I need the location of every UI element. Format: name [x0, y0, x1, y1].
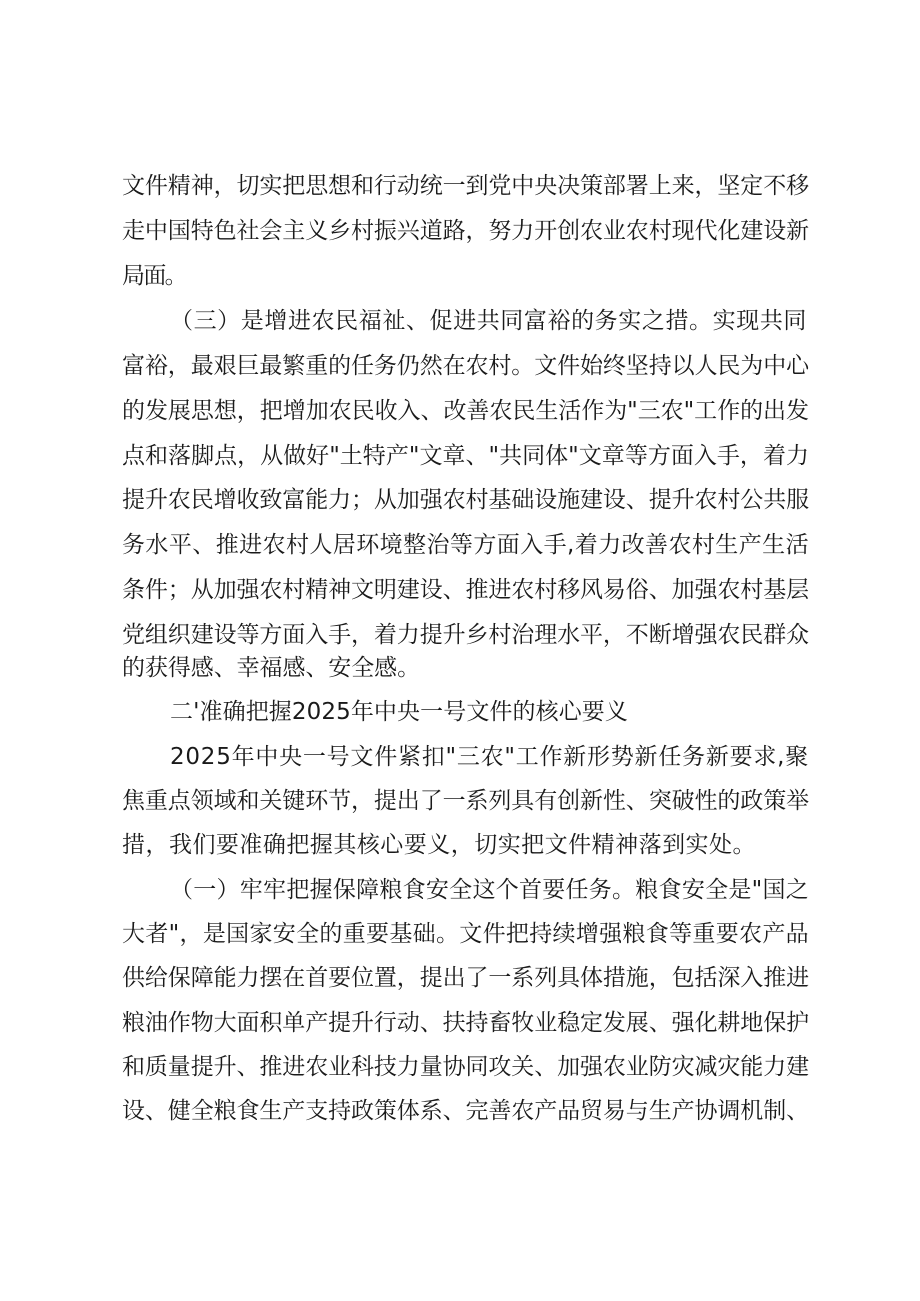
text-line: 党组织建设等方面入手，着力提升乡村治理水平，不断增强农民群众 — [122, 622, 809, 648]
text-line: 提升农民增收致富能力；从加强农村基础设施建设、提升农村公共服 — [122, 487, 809, 513]
text-line: （三）是增进农民福祉、促进共同富裕的务实之措。实现共同 — [170, 308, 807, 334]
text-line: 的发展思想，把增加农民收入、改善农民生活作为"三农"工作的出发 — [122, 398, 809, 424]
text-line: 富裕，最艰巨最繁重的任务仍然在农村。文件始终坚持以人民为中心 — [122, 353, 809, 379]
text-line: 供给保障能力摆在首要位置，提出了一系列具体措施，包括深入推进 — [122, 965, 809, 991]
section-heading: 二'准确把握2025年中央一号文件的核心要义 — [170, 699, 628, 725]
text-line: 的获得感、幸福感、安全感。 — [122, 655, 420, 681]
text-line: 点和落脚点，从做好"土特产"文章、"共同体"文章等方面入手，着力 — [122, 443, 809, 469]
text-line: 务水平、推进农村人居环境整治等方面入手,着力改善农村生产生活 — [122, 532, 809, 558]
text-line: （一）牢牢把握保障粮食安全这个首要任务。粮食安全是"国之 — [170, 877, 809, 903]
text-line: 2025年中央一号文件紧扣"三农"工作新形势新任务新要求,聚 — [170, 744, 809, 770]
text-line: 粮油作物大面积单产提升行动、扶持畜牧业稳定发展、强化耕地保护 — [122, 1010, 809, 1036]
text-line: 和质量提升、推进农业科技力量协同攻关、加强农业防灾减灾能力建 — [122, 1054, 809, 1080]
text-line: 设、健全粮食生产支持政策体系、完善农产品贸易与生产协调机制、 — [122, 1098, 809, 1124]
text-line: 焦重点领域和关键环节，提出了一系列具有创新性、突破性的政策举 — [122, 788, 809, 814]
text-line: 大者"，是国家安全的重要基础。文件把持续增强粮食等重要农产品 — [122, 921, 809, 947]
text-line: 措，我们要准确把握其核心要义，切实把文件精神落到实处。 — [122, 832, 756, 858]
text-line: 局面。 — [122, 263, 186, 289]
text-line: 文件精神，切实把思想和行动统一到党中央决策部署上来，坚定不移 — [122, 173, 809, 199]
text-line: 条件；从加强农村精神文明建设、推进农村移风易俗、加强农村基层 — [122, 577, 809, 603]
text-line: 走中国特色社会主义乡村振兴道路，努力开创农业农村现代化建设新 — [122, 218, 809, 244]
